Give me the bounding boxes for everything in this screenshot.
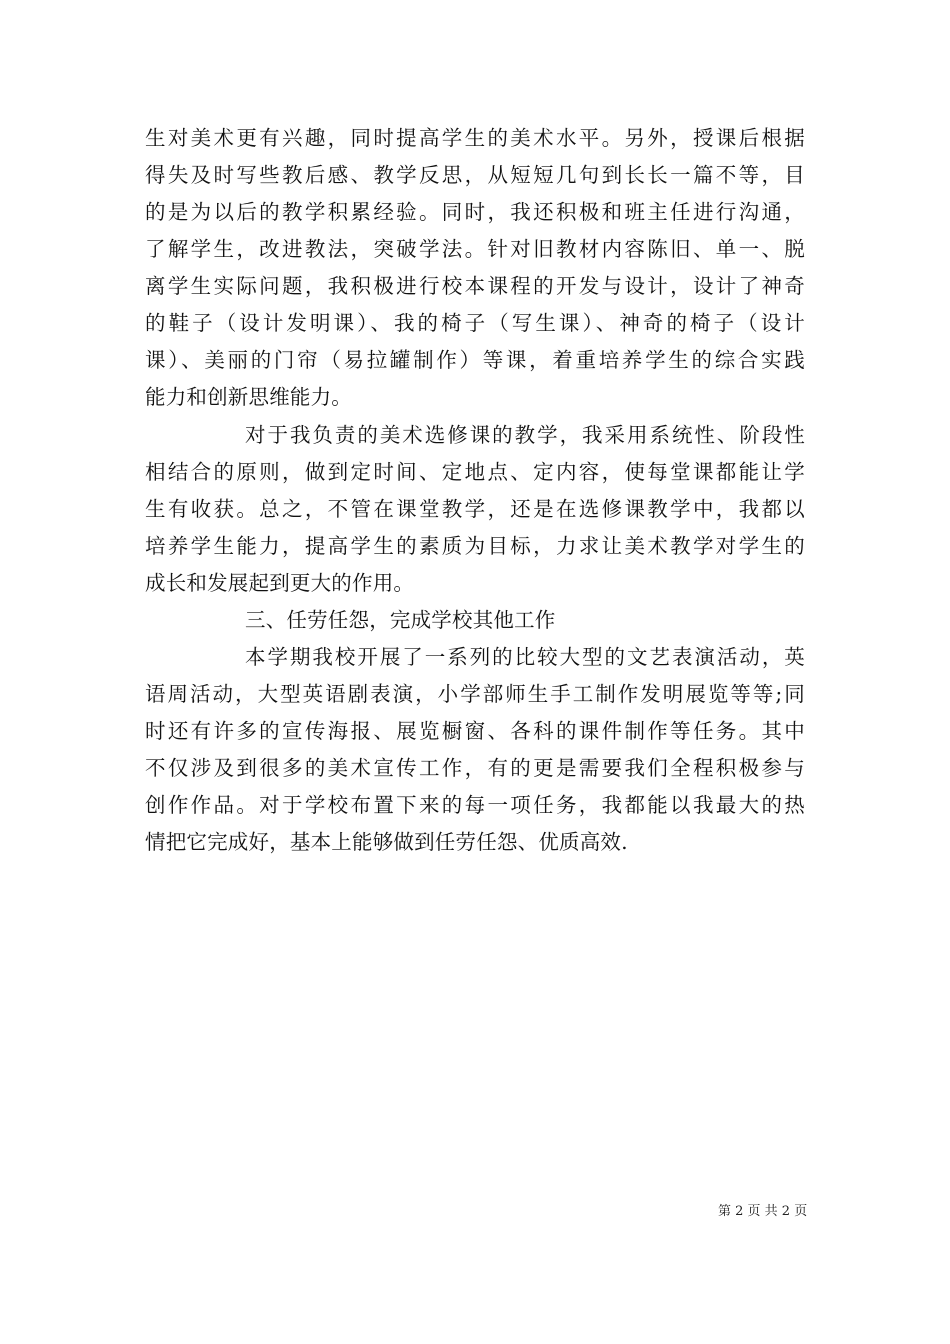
paragraph-line: 了解学生，改进教法，突破学法。针对旧教材内容陈旧、单一、脱 [145, 237, 805, 261]
paragraph-line: 离学生实际问题，我积极进行校本课程的开发与设计，设计了神奇 [145, 274, 805, 298]
paragraph-line: 生对美术更有兴趣，同时提高学生的美术水平。另外，授课后根据 [145, 126, 805, 150]
paragraph-line: 培养学生能力，提高学生的素质为目标，力求让美术教学对学生的 [145, 534, 805, 558]
page-number-footer: 第 2 页 共 2 页 [718, 1204, 808, 1219]
paragraph-line: 创作作品。对于学校布置下来的每一项任务，我都能以我最大的热 [145, 793, 805, 817]
paragraph-line: 的是为以后的教学积累经验。同时，我还积极和班主任进行沟通， [145, 200, 805, 224]
paragraph-line: 课）、美丽的门帘（易拉罐制作）等课，着重培养学生的综合实践 [145, 348, 805, 372]
paragraph-line: 得失及时写些教后感、教学反思，从短短几句到长长一篇不等，目 [145, 163, 805, 187]
paragraph-line: 语周活动，大型英语剧表演，小学部师生手工制作发明展览等等;同 [145, 682, 805, 706]
paragraph-line: 相结合的原则，做到定时间、定地点、定内容，使每堂课都能让学 [145, 460, 805, 484]
paragraph-line: 情把它完成好，基本上能够做到任劳任怨、优质高效. [145, 830, 628, 854]
paragraph-line: 不仅涉及到很多的美术宣传工作，有的更是需要我们全程积极参与 [145, 756, 805, 780]
section-heading: 三、任劳任怨，完成学校其他工作 [245, 608, 556, 632]
paragraph-line: 时还有许多的宣传海报、展览橱窗、各科的课件制作等任务。其中 [145, 719, 805, 743]
paragraph-first-line: 对于我负责的美术选修课的教学，我采用系统性、阶段性 [245, 423, 805, 447]
paragraph-first-line: 本学期我校开展了一系列的比较大型的文艺表演活动，英 [245, 645, 805, 669]
paragraph-line: 生有收获。总之，不管在课堂教学，还是在选修课教学中，我都以 [145, 497, 805, 521]
paragraph-line: 成长和发展起到更大的作用。 [145, 571, 415, 595]
paragraph-line: 的鞋子（设计发明课）、我的椅子（写生课）、神奇的椅子（设计 [145, 311, 805, 335]
paragraph-line: 能力和创新思维能力。 [145, 385, 352, 409]
